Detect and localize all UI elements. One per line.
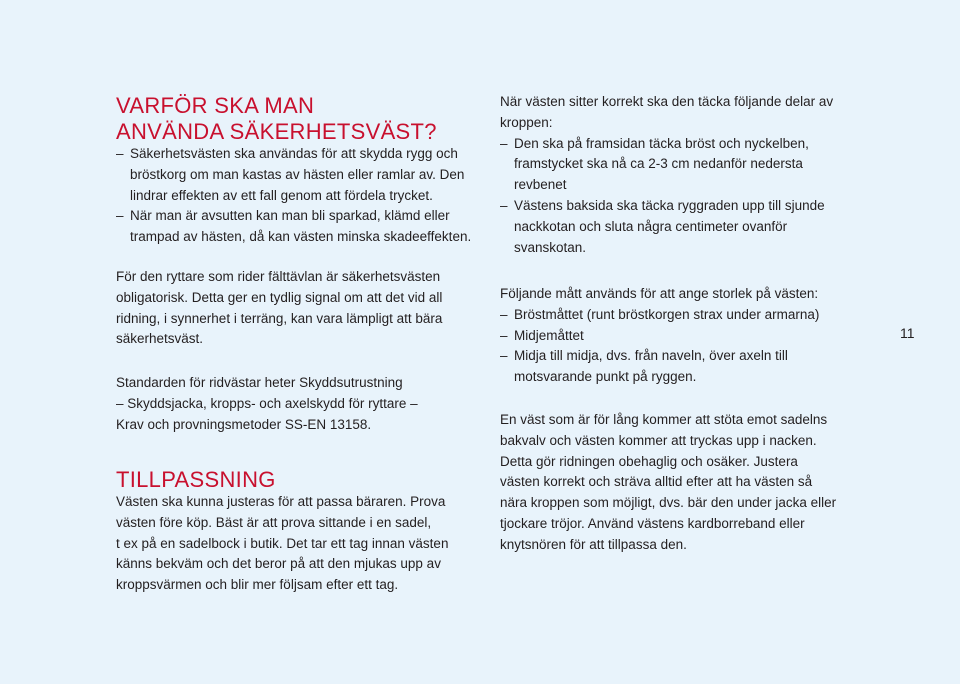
list-item: – Bröstmåttet (runt bröstkorgen strax under armarna) [500, 306, 820, 322]
text-line: För den ryttare som rider fälttävlan är säkerhetsvästen [116, 269, 441, 284]
list-item: – Västens baksida ska täcka ryggraden upp till sjunde [500, 197, 825, 213]
text-line: Västen ska kunna justeras för att passa bäraren. Prova [116, 494, 446, 509]
section-heading-why [116, 93, 437, 145]
text-line: kroppen: [500, 114, 553, 130]
text-line: nära kroppen som möjligt, dvs. bär den under jacka eller [500, 495, 837, 511]
paragraph-fitting [116, 492, 448, 596]
text-line: bakvalv och västen kommer att tryckas upp i nacken. [500, 432, 817, 448]
paragraph-coverage [500, 92, 833, 258]
list-item-continued: svanskotan. [514, 239, 587, 255]
text-line: Krav och provningsmetoder SS-EN 13158. [116, 416, 372, 432]
paragraph-adjustment [500, 410, 836, 556]
text-line: västen före köp. Bäst är att prova sittande i en sadel, [116, 514, 432, 530]
text-line: ridning, i synnerhet i terräng, kan vara lämpligt att bära [116, 310, 443, 326]
text-line: kroppsvärmen och blir mer följsam efter ett tag. [116, 577, 399, 593]
paragraph-eventing [116, 267, 442, 350]
text-line: En väst som är för lång kommer att stöta emot sadelns [500, 412, 828, 427]
text-line: knytsnören för att tillpassa den. [500, 536, 687, 552]
text-line: obligatorisk. Detta ger en tydlig signal om att det vid all [116, 289, 443, 305]
list-item: – Midjemåttet [500, 327, 584, 343]
page-number: 11 [900, 325, 915, 341]
list-item: – Den ska på framsidan täcka bröst och nyckelben, [500, 135, 809, 151]
text-line: västen korrekt och sträva alltid efter att ha västen så [500, 474, 813, 490]
list-item-continued: revbenet [514, 177, 567, 193]
list-item: – Säkerhetsvästen ska användas för att skydda rygg och [116, 146, 458, 161]
paragraph-standard [116, 373, 418, 435]
list-item-continued: bröstkorg om man kastas av hästen eller ramlar av. Den [130, 166, 465, 182]
text-line: Detta gör ridningen obehaglig och osäker. Justera [500, 453, 798, 469]
list-item-continued: lindrar effekten av ett fall genom att fördela trycket. [130, 187, 433, 203]
heading-line: ANVÄNDA SÄKERHETSVÄST? [116, 119, 437, 144]
paragraph-measurements [500, 284, 819, 388]
text-line: t ex på en sadelbock i butik. Det tar ett tag innan västen [116, 535, 449, 551]
text-line: känns bekväm och det beror på att den mjukas upp av [116, 556, 441, 572]
list-item-continued: motsvarande punkt på ryggen. [514, 369, 697, 385]
text-line: Standarden för ridvästar heter Skyddsutrustning [116, 375, 403, 390]
list-item-continued: framstycket ska nå ca 2-3 cm nedanför nedersta [514, 156, 803, 172]
list-item-continued: nackkotan och sluta några centimeter ovanför [514, 218, 788, 234]
text-line: När västen sitter korrekt ska den täcka följande delar av [500, 94, 834, 109]
list-item: – Midja till midja, dvs. från naveln, över axeln till [500, 348, 788, 364]
text-line: – Skyddsjacka, kropps- och axelskydd för ryttare – [116, 395, 418, 411]
section-heading-fitting: TILLPASSNING [116, 467, 276, 492]
heading-line: VARFÖR SKA MAN [116, 93, 315, 118]
text-line: tjockare tröjor. Använd västens kardborreband eller [500, 515, 805, 531]
bullet-list-why [116, 144, 471, 248]
text-line: säkerhetsväst. [116, 331, 204, 347]
text-line: Följande mått används för att ange storlek på västen: [500, 286, 819, 301]
list-item-continued: trampad av hästen, då kan västen minska skadeeffekten. [130, 229, 472, 245]
list-item: – När man är avsutten kan man bli sparkad, klämd eller [116, 208, 450, 224]
